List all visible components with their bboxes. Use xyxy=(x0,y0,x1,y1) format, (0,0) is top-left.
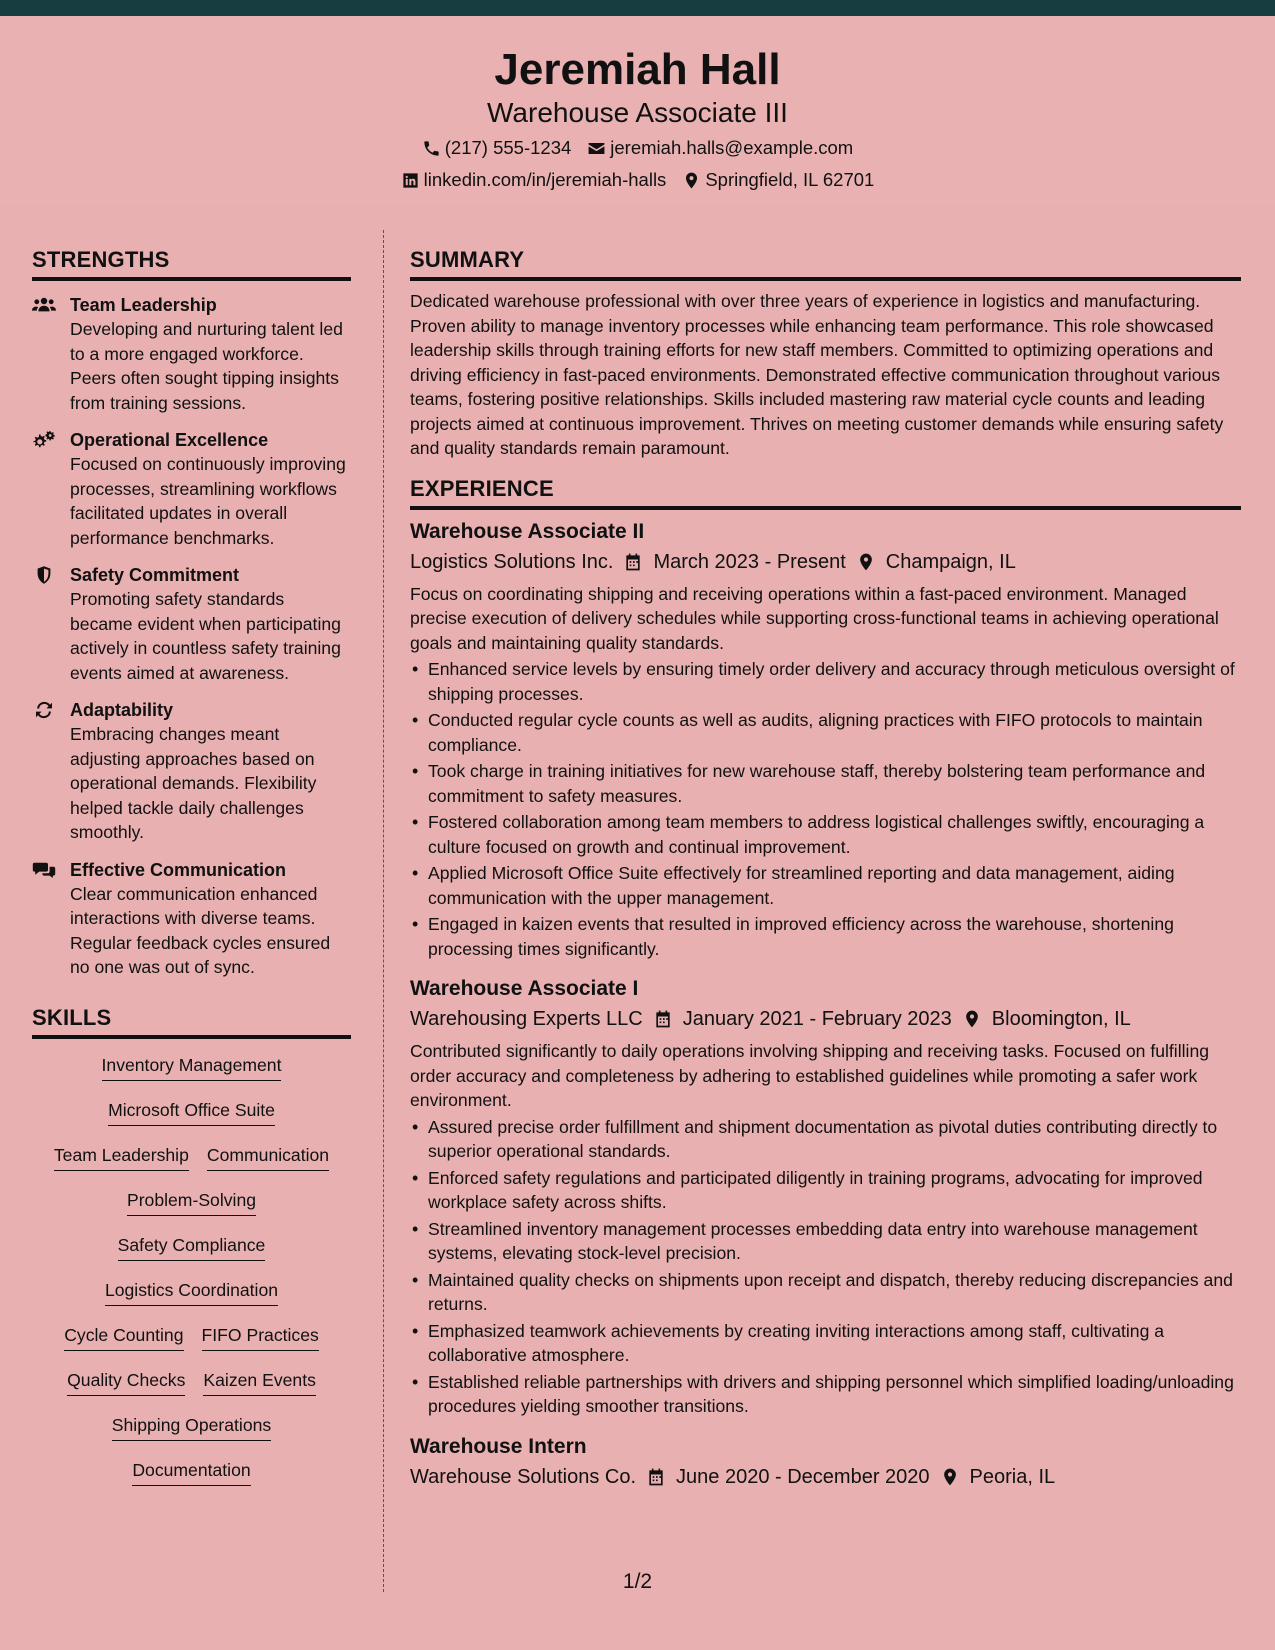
left-column xyxy=(32,246,351,1503)
calendar-icon xyxy=(653,1009,673,1029)
strength-desc: Embracing changes meant adjusting approaches based on operational demands. Flexibility helped tackle daily challenges smoothly. xyxy=(70,724,317,842)
job-bullet: • Engaged in kaizen events that resulted in improved efficiency across the warehouse, shortening processing times significantly. xyxy=(410,912,1241,961)
location-contact xyxy=(682,169,874,191)
map-pin-icon xyxy=(856,552,876,572)
job-description: Focus on coordinating shipping and receiving operations within a fast-paced environment. Managed precise execution of delivery schedules while supporting cross-functional teams in achieving operational goals and maintaining quality standards. xyxy=(410,583,1219,653)
job-bullets xyxy=(410,1115,1241,1419)
skill-tag: Team Leadership xyxy=(54,1143,189,1171)
summary-section xyxy=(410,246,1241,461)
skill-tag: Cycle Counting xyxy=(64,1323,183,1351)
job-bullets xyxy=(410,657,1241,961)
calendar-icon xyxy=(623,552,643,572)
strength-item xyxy=(32,698,351,845)
strength-desc: Developing and nurturing talent led to a more engaged workforce. Peers often sought tipping insights from training sessions. xyxy=(70,319,343,413)
skill-tag: Communication xyxy=(207,1143,329,1171)
skills-heading: SKILLS xyxy=(32,1004,351,1039)
location-text: Springfield, IL 62701 xyxy=(705,169,875,190)
skill-tag: Kaizen Events xyxy=(203,1368,315,1396)
shield-icon xyxy=(32,565,56,585)
skills-list xyxy=(32,1053,351,1503)
phone-text: (217) 555-1234 xyxy=(444,137,572,158)
job-bullet: • Maintained quality checks on shipments upon receipt and dispatch, thereby reducing discrepancies and returns. xyxy=(410,1268,1241,1317)
strength-title: Safety Commitment xyxy=(70,565,240,585)
column-divider xyxy=(383,230,384,1592)
contact-row-1 xyxy=(0,137,1275,159)
job-dates: January 2021 - February 2023 xyxy=(682,1008,952,1030)
map-pin-icon xyxy=(962,1009,982,1029)
resume-header xyxy=(0,16,1275,204)
candidate-name: Jeremiah Hall xyxy=(494,45,781,94)
skill-tag: Quality Checks xyxy=(67,1368,185,1396)
email-contact[interactable] xyxy=(587,137,853,159)
strength-item xyxy=(32,428,351,550)
top-accent-bar xyxy=(0,0,1275,16)
job-title: Warehouse Associate I xyxy=(410,977,639,1000)
summary-heading: SUMMARY xyxy=(410,246,1241,281)
job-bullet: • Established reliable partnerships with drivers and shipping personnel which simplified loading/unloading procedures yielding smoother transitions. xyxy=(410,1370,1241,1419)
email-text: jeremiah.halls@example.com xyxy=(610,137,854,158)
skill-tag: FIFO Practices xyxy=(202,1323,319,1351)
job-bullet: • Enhanced service levels by ensuring timely order delivery and accuracy through meticulous oversight of shipping processes. xyxy=(410,657,1241,706)
strength-desc: Clear communication enhanced interactions with diverse teams. Regular feedback cycles ensured no one was out of sync. xyxy=(70,883,331,977)
skills-section xyxy=(32,1004,351,1503)
phone-contact[interactable] xyxy=(422,137,572,159)
strength-item xyxy=(32,563,351,685)
job-location: Champaign, IL xyxy=(885,550,1016,573)
sync-icon xyxy=(32,700,56,720)
calendar-icon xyxy=(646,1467,666,1487)
strengths-heading: STRENGTHS xyxy=(32,246,351,281)
strengths-section xyxy=(32,246,351,980)
page-number: 1/2 xyxy=(622,1570,653,1593)
experience-section xyxy=(410,475,1241,1491)
job-entry xyxy=(410,1433,1241,1491)
strength-title: Operational Excellence xyxy=(70,430,269,450)
job-bullet: • Fostered collaboration among team members to address logistical challenges swiftly, encouraging a culture focused on growth and continual improvement. xyxy=(410,810,1241,859)
linkedin-text: linkedin.com/in/jeremiah-halls xyxy=(423,169,667,190)
job-bullet: • Applied Microsoft Office Suite effectively for streamlined reporting and data management, aiding communication with the upper management. xyxy=(410,861,1241,910)
strength-desc: Promoting safety standards became evident when participating actively in countless safety training events aimed at awareness. xyxy=(70,589,341,683)
job-meta xyxy=(410,548,1241,576)
job-location: Bloomington, IL xyxy=(991,1008,1131,1030)
job-company: Warehouse Solutions Co. xyxy=(410,1465,637,1488)
job-entry xyxy=(410,518,1241,962)
job-title: Warehouse Intern xyxy=(410,1434,587,1458)
job-bullet: • Enforced safety regulations and participated diligently in training programs, advocating for improved workplace safety across shifts. xyxy=(410,1166,1241,1215)
strength-item xyxy=(32,293,351,415)
job-bullet: • Streamlined inventory management processes embedding data entry into warehouse management systems, elevating stock-level precision. xyxy=(410,1217,1241,1266)
job-bullet: • Emphasized teamwork achievements by creating inviting interactions among staff, cultivating a collaborative atmosphere. xyxy=(410,1319,1241,1368)
map-pin-icon xyxy=(682,171,701,190)
job-company: Logistics Solutions Inc. xyxy=(410,550,614,573)
skill-tag: Safety Compliance xyxy=(118,1233,266,1261)
skill-tag: Inventory Management xyxy=(102,1053,282,1081)
comments-icon xyxy=(32,860,56,880)
cogs-icon xyxy=(32,430,56,450)
job-dates: March 2023 - Present xyxy=(653,550,846,573)
job-company: Warehousing Experts LLC xyxy=(410,1008,643,1030)
job-bullet: • Conducted regular cycle counts as well as audits, aligning practices with FIFO protocols to maintain compliance. xyxy=(410,708,1241,757)
skill-tag: Shipping Operations xyxy=(112,1413,271,1441)
job-dates: June 2020 - December 2020 xyxy=(676,1465,930,1488)
job-bullet: • Took charge in training initiatives for new warehouse staff, thereby bolstering team performance and commitment to safety measures. xyxy=(410,759,1241,808)
candidate-title: Warehouse Associate III xyxy=(487,97,788,128)
right-column xyxy=(410,246,1241,1491)
skill-tag: Logistics Coordination xyxy=(105,1278,278,1306)
summary-text: Dedicated warehouse professional with over three years of experience in logistics and manufacturing. Proven ability to manage inventory processes while enhancing team performance. This role showcased leadership skills through training efforts for new staff members. Committed to optimizing operations and driving efficiency in fast-paced environments. Demonstrated effective communication throughout various teams, fostering positive relationships. Skills included mastering raw material cycle counts and leading projects aimed at continuous improvement. Thrives on meeting customer demands while ensuring safety and quality standards remain paramount. xyxy=(410,291,1224,458)
strength-title: Adaptability xyxy=(70,700,174,720)
linkedin-contact[interactable] xyxy=(401,169,667,191)
job-location: Peoria, IL xyxy=(969,1465,1056,1488)
strength-desc: Focused on continuously improving processes, streamlining workflows facilitated updates in overall performance benchmarks. xyxy=(70,454,346,548)
job-meta xyxy=(410,1005,1241,1033)
linkedin-icon xyxy=(401,171,420,190)
envelope-icon xyxy=(587,139,606,158)
skill-tag: Microsoft Office Suite xyxy=(108,1098,275,1126)
job-description: Contributed significantly to daily operations involving shipping and receiving tasks. Focused on fulfilling order accuracy and completeness by adhering to established guidelines while promoting a safer work environment. xyxy=(410,1041,1210,1110)
job-entry xyxy=(410,975,1241,1419)
skill-tag: Problem-Solving xyxy=(127,1188,256,1216)
map-pin-icon xyxy=(940,1467,960,1487)
job-bullet: • Assured precise order fulfillment and shipment documentation as pivotal duties contributing directly to superior operational standards. xyxy=(410,1115,1241,1164)
strength-title: Team Leadership xyxy=(70,295,217,315)
experience-heading: EXPERIENCE xyxy=(410,475,1241,510)
job-title: Warehouse Associate II xyxy=(410,519,645,543)
strength-item xyxy=(32,858,351,980)
job-meta xyxy=(410,1463,1241,1491)
skill-tag: Documentation xyxy=(132,1458,250,1486)
strength-title: Effective Communication xyxy=(70,859,287,880)
phone-icon xyxy=(422,139,441,158)
users-icon xyxy=(32,295,56,315)
contact-row-2 xyxy=(0,169,1275,191)
